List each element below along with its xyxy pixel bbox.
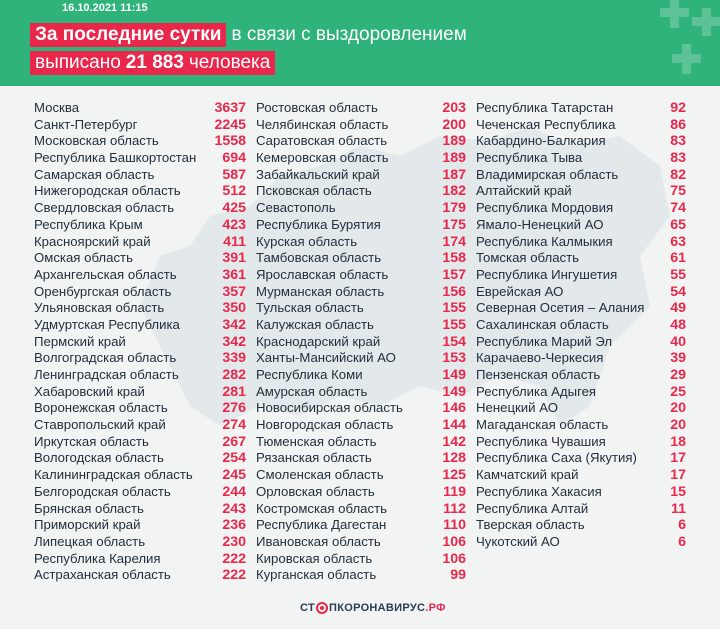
- region-name: Пензенская область: [476, 367, 601, 382]
- recovered-count: 411: [223, 233, 246, 250]
- region-name: Санкт-Петербург: [34, 116, 138, 132]
- region-name: Ивановская область: [256, 533, 381, 549]
- recovered-count: 156: [442, 283, 466, 300]
- region-name: Приморский край: [34, 517, 141, 533]
- region-name: Калужская область: [256, 316, 374, 332]
- region-name: Томская область: [476, 250, 580, 266]
- region-row: [476, 517, 686, 534]
- region-name: Краснодарский край: [256, 333, 381, 349]
- region-row: [256, 117, 466, 134]
- recovered-count: 350: [222, 300, 246, 317]
- region-row: [34, 100, 246, 117]
- recovered-count: 179: [442, 200, 466, 217]
- region-name: Псковская область: [256, 183, 372, 199]
- recovered-count: 230: [222, 533, 246, 550]
- title-line-1: [30, 23, 472, 47]
- region-row: [256, 334, 466, 351]
- recovered-count: 83: [670, 150, 686, 167]
- recovered-count: 149: [442, 367, 466, 383]
- region-row: [34, 384, 246, 401]
- recovered-count: 281: [222, 383, 246, 400]
- recovered-count: 154: [442, 333, 466, 350]
- region-row: [256, 183, 466, 200]
- region-row: [256, 434, 466, 451]
- recovered-count: 65: [670, 216, 686, 233]
- region-row: [256, 450, 466, 467]
- region-row: [34, 450, 246, 467]
- region-name: Республика Дагестан: [256, 517, 387, 533]
- region-row: [476, 183, 686, 200]
- region-row: [34, 434, 246, 451]
- recovered-count: 63: [670, 233, 686, 250]
- recovered-count: 75: [670, 183, 686, 200]
- recovered-count: 694: [222, 150, 246, 167]
- region-row: [34, 367, 246, 384]
- region-row: [476, 467, 686, 484]
- region-row: [256, 367, 466, 384]
- region-row: [476, 367, 686, 384]
- region-name: Смоленская область: [256, 467, 384, 483]
- region-name: Самарская область: [34, 166, 155, 182]
- recovered-count: 20: [670, 417, 686, 434]
- recovered-count: 254: [222, 450, 246, 467]
- region-row: [476, 300, 686, 317]
- region-row: [256, 167, 466, 184]
- recovered-count: 106: [442, 550, 466, 567]
- region-row: [256, 501, 466, 518]
- region-row: [34, 350, 246, 367]
- region-name: Новгородская область: [256, 417, 394, 433]
- region-name: Тамбовская область: [256, 250, 382, 266]
- region-name: Ненецкий АО: [476, 400, 558, 416]
- region-name: Новосибирская область: [256, 400, 403, 416]
- region-name: Тверская область: [476, 517, 585, 533]
- region-row: [256, 284, 466, 301]
- region-name: Ленинградская область: [34, 367, 179, 382]
- region-row: [34, 167, 246, 184]
- region-name: Волгоградская область: [34, 350, 177, 366]
- region-row: [34, 317, 246, 334]
- region-row: [476, 100, 686, 117]
- discharged-unit: [189, 51, 275, 75]
- region-name: Нижегородская область: [34, 183, 181, 199]
- region-row: [34, 400, 246, 417]
- recovered-count: 391: [222, 250, 246, 267]
- region-name: Республика Татарстан: [476, 100, 614, 115]
- region-row: [34, 267, 246, 284]
- region-name: Кировская область: [256, 550, 373, 566]
- region-name: Ямало-Ненецкий АО: [476, 216, 604, 232]
- region-row: [256, 250, 466, 267]
- region-row: [476, 484, 686, 501]
- region-row: [256, 467, 466, 484]
- recovered-count: 361: [222, 266, 246, 283]
- region-name: Хабаровский край: [34, 383, 145, 399]
- region-name: Республика Башкортостан: [34, 150, 197, 166]
- recovered-count: 29: [670, 367, 686, 383]
- region-name: Республика Крым: [34, 216, 143, 232]
- region-name: Республика Хакасия: [476, 483, 602, 499]
- region-row: [256, 567, 466, 584]
- recovered-count: 112: [443, 500, 466, 517]
- region-row: [256, 384, 466, 401]
- recovered-count: 2245: [214, 116, 246, 133]
- recovered-count: 125: [442, 467, 466, 484]
- region-row: [256, 551, 466, 568]
- region-name: Воронежская область: [34, 400, 168, 416]
- region-row: [256, 150, 466, 167]
- title-rest: в связи с выздоровлением: [231, 24, 467, 45]
- region-name: Республика Тыва: [476, 150, 583, 166]
- recovered-count: 203: [442, 100, 466, 116]
- title-highlight: За последние сутки: [30, 23, 226, 47]
- stop-sign-icon: [316, 602, 328, 614]
- region-row: [34, 417, 246, 434]
- region-name: Брянская область: [34, 500, 144, 516]
- logo-text-start: СТ: [300, 602, 315, 614]
- region-row: [256, 417, 466, 434]
- region-name: Саратовская область: [256, 133, 388, 149]
- region-row: [34, 567, 246, 584]
- region-name: Мурманская область: [256, 283, 385, 299]
- recovered-count: 339: [222, 350, 246, 367]
- discharged-total: 21 883: [121, 51, 189, 75]
- publication-date: 16.10.2021 11:15: [62, 2, 148, 14]
- recovered-count: 20: [670, 400, 686, 417]
- region-row: [34, 250, 246, 267]
- recovered-count: 1558: [214, 133, 246, 150]
- recovered-count: 106: [442, 533, 466, 550]
- recovered-count: 512: [222, 183, 246, 200]
- region-name: Алтайский край: [476, 183, 572, 199]
- content-area: [0, 86, 720, 629]
- recovered-count: 92: [670, 100, 686, 116]
- region-name: Красноярский край: [34, 233, 151, 249]
- region-name: Омская область: [34, 250, 133, 266]
- region-row: [34, 501, 246, 518]
- recovered-count: 189: [442, 133, 466, 150]
- recovered-count: 6: [678, 517, 686, 534]
- region-name: Калининградская область: [34, 467, 193, 483]
- region-row: [34, 200, 246, 217]
- region-row: [476, 334, 686, 351]
- region-name: Ставропольский край: [34, 417, 166, 433]
- plus-pattern-icon: [610, 0, 720, 86]
- region-name: Республика Марий Эл: [476, 333, 613, 349]
- region-row: [476, 167, 686, 184]
- region-row: [256, 350, 466, 367]
- region-name: Ханты-Мансийский АО: [256, 350, 396, 366]
- region-name: Камчатский край: [476, 467, 579, 483]
- region-row: [34, 150, 246, 167]
- region-name: Оренбургская область: [34, 283, 172, 299]
- recovered-count: 189: [442, 150, 466, 167]
- recovered-count: 119: [443, 483, 466, 500]
- recovered-count: 425: [222, 200, 246, 217]
- recovered-count: 244: [222, 483, 246, 500]
- region-row: [476, 250, 686, 267]
- region-name: Тульская область: [256, 300, 364, 316]
- region-row: [34, 467, 246, 484]
- region-name: Челябинская область: [256, 116, 389, 132]
- region-name: Иркутская область: [34, 433, 149, 449]
- region-row: [476, 350, 686, 367]
- region-name: Тюменская область: [256, 433, 377, 449]
- region-row: [256, 234, 466, 251]
- region-name: Белгородская область: [34, 483, 171, 499]
- region-row: [34, 117, 246, 134]
- discharged-label: выписано: [30, 51, 121, 75]
- region-row: [476, 501, 686, 518]
- region-name: Вологодская область: [34, 450, 164, 466]
- recovered-count: 55: [670, 266, 686, 283]
- header-banner: [0, 0, 720, 86]
- recovered-count: 54: [670, 283, 686, 300]
- recovered-count: 158: [442, 250, 466, 267]
- region-name: Ростовская область: [256, 100, 378, 115]
- recovered-count: 423: [222, 216, 246, 233]
- logo-text-main: ПКОРОНАВИРУС: [329, 602, 426, 614]
- region-name: Ярославская область: [256, 266, 389, 282]
- region-row: [256, 317, 466, 334]
- region-row: [256, 484, 466, 501]
- region-row: [476, 400, 686, 417]
- recovered-count: 99: [450, 567, 466, 584]
- region-row: [256, 133, 466, 150]
- region-name: Костромская область: [256, 500, 388, 516]
- recovered-count: 25: [670, 383, 686, 400]
- recovered-count: 153: [442, 350, 466, 367]
- region-name: Липецкая область: [34, 533, 146, 549]
- region-row: [476, 317, 686, 334]
- region-row: [476, 234, 686, 251]
- region-row: [256, 200, 466, 217]
- region-row: [476, 117, 686, 134]
- region-row: [256, 217, 466, 234]
- recovered-count: 236: [222, 517, 246, 534]
- regions-column-3: [476, 100, 686, 551]
- region-name: Республика Алтай: [476, 500, 589, 516]
- region-name: Республика Адыгея: [476, 383, 597, 399]
- region-row: [34, 484, 246, 501]
- region-name: Пермский край: [34, 333, 126, 349]
- region-name: Владимирская область: [476, 166, 619, 182]
- recovered-count: 357: [222, 283, 246, 300]
- recovered-count: 49: [670, 300, 686, 317]
- region-row: [256, 300, 466, 317]
- regions-column-1: [34, 100, 246, 584]
- region-name: Орловская область: [256, 483, 375, 499]
- recovered-count: 82: [670, 166, 686, 183]
- region-name: Еврейская АО: [476, 283, 564, 299]
- discharged-unit-text: человека: [188, 52, 271, 73]
- region-row: [476, 267, 686, 284]
- region-name: Архангельская область: [34, 266, 177, 282]
- region-name: Республика Калмыкия: [476, 233, 613, 249]
- footer-logo: [300, 598, 446, 618]
- recovered-count: 155: [442, 316, 466, 333]
- region-name: Республика Мордовия: [476, 200, 614, 216]
- recovered-count: 174: [442, 233, 466, 250]
- region-name: Свердловская область: [34, 200, 175, 216]
- region-row: [34, 183, 246, 200]
- title-line-2: [30, 51, 275, 75]
- recovered-count: 282: [222, 367, 246, 383]
- region-row: [34, 284, 246, 301]
- region-name: Севастополь: [256, 200, 336, 216]
- region-name: Астраханская область: [34, 567, 171, 583]
- region-row: [256, 100, 466, 117]
- region-row: [256, 517, 466, 534]
- recovered-count: 342: [222, 333, 246, 350]
- region-name: Чеченская Республика: [476, 116, 616, 132]
- region-name: Республика Коми: [256, 367, 363, 382]
- recovered-count: 17: [670, 450, 686, 467]
- recovered-count: 267: [222, 433, 246, 450]
- recovered-count: 222: [222, 567, 246, 584]
- recovered-count: 245: [222, 467, 246, 484]
- recovered-count: 200: [442, 116, 466, 133]
- recovered-count: 3637: [214, 100, 246, 116]
- recovered-count: 11: [671, 500, 686, 517]
- recovered-count: 587: [222, 166, 246, 183]
- recovered-count: 276: [222, 400, 246, 417]
- recovered-count: 146: [442, 400, 466, 417]
- region-name: Республика Ингушетия: [476, 266, 618, 282]
- recovered-count: 40: [670, 333, 686, 350]
- recovered-count: 157: [442, 266, 466, 283]
- recovered-count: 6: [678, 533, 686, 550]
- region-name: Республика Карелия: [34, 550, 161, 566]
- recovered-count: 48: [670, 316, 686, 333]
- region-name: Чукотский АО: [476, 533, 560, 549]
- region-row: [476, 200, 686, 217]
- region-row: [256, 400, 466, 417]
- recovered-count: 342: [222, 316, 246, 333]
- recovered-count: 274: [222, 417, 246, 434]
- region-name: Северная Осетия – Алания: [476, 300, 645, 316]
- region-name: Удмуртская Республика: [34, 316, 180, 332]
- region-name: Республика Саха (Якутия): [476, 450, 637, 466]
- region-name: Ульяновская область: [34, 300, 165, 316]
- region-row: [34, 517, 246, 534]
- recovered-count: 74: [670, 200, 686, 217]
- region-row: [476, 284, 686, 301]
- recovered-count: 182: [442, 183, 466, 200]
- recovered-count: 142: [442, 433, 466, 450]
- recovered-count: 128: [442, 450, 466, 467]
- recovered-count: 155: [442, 300, 466, 317]
- recovered-count: 222: [222, 550, 246, 567]
- recovered-count: 39: [670, 350, 686, 367]
- region-row: [476, 534, 686, 551]
- recovered-count: 243: [222, 500, 246, 517]
- region-row: [34, 133, 246, 150]
- region-row: [34, 217, 246, 234]
- region-name: Сахалинская область: [476, 316, 609, 332]
- region-row: [34, 551, 246, 568]
- recovered-count: 83: [670, 133, 686, 150]
- logo-text-domain: .РФ: [425, 602, 446, 614]
- region-row: [256, 267, 466, 284]
- region-row: [476, 384, 686, 401]
- recovered-count: 144: [442, 417, 466, 434]
- region-row: [476, 434, 686, 451]
- recovered-count: 187: [442, 166, 466, 183]
- region-name: Республика Бурятия: [256, 216, 381, 232]
- recovered-count: 110: [443, 517, 466, 534]
- region-row: [34, 234, 246, 251]
- recovered-count: 61: [670, 250, 686, 267]
- region-row: [476, 150, 686, 167]
- region-name: Москва: [34, 100, 80, 115]
- region-row: [476, 133, 686, 150]
- region-row: [476, 217, 686, 234]
- region-name: Республика Чувашия: [476, 433, 606, 449]
- regions-column-2: [256, 100, 466, 584]
- recovered-count: 15: [670, 483, 686, 500]
- region-row: [256, 534, 466, 551]
- region-name: Кабардино-Балкария: [476, 133, 606, 149]
- region-name: Кемеровская область: [256, 150, 389, 166]
- region-name: Рязанская область: [256, 450, 372, 466]
- recovered-count: 86: [670, 116, 686, 133]
- region-name: Карачаево-Черкесия: [476, 350, 604, 366]
- region-name: Курская область: [256, 233, 358, 249]
- recovered-count: 149: [442, 383, 466, 400]
- recovered-count: 175: [442, 216, 466, 233]
- region-row: [476, 417, 686, 434]
- region-name: Амурская область: [256, 383, 368, 399]
- region-name: Магаданская область: [476, 417, 609, 433]
- region-row: [34, 300, 246, 317]
- region-name: Забайкальский край: [256, 166, 380, 182]
- recovered-count: 17: [670, 467, 686, 484]
- region-row: [476, 450, 686, 467]
- region-row: [34, 534, 246, 551]
- recovered-count: 18: [670, 433, 686, 450]
- region-name: Курганская область: [256, 567, 377, 583]
- region-name: Московская область: [34, 133, 159, 149]
- region-row: [34, 334, 246, 351]
